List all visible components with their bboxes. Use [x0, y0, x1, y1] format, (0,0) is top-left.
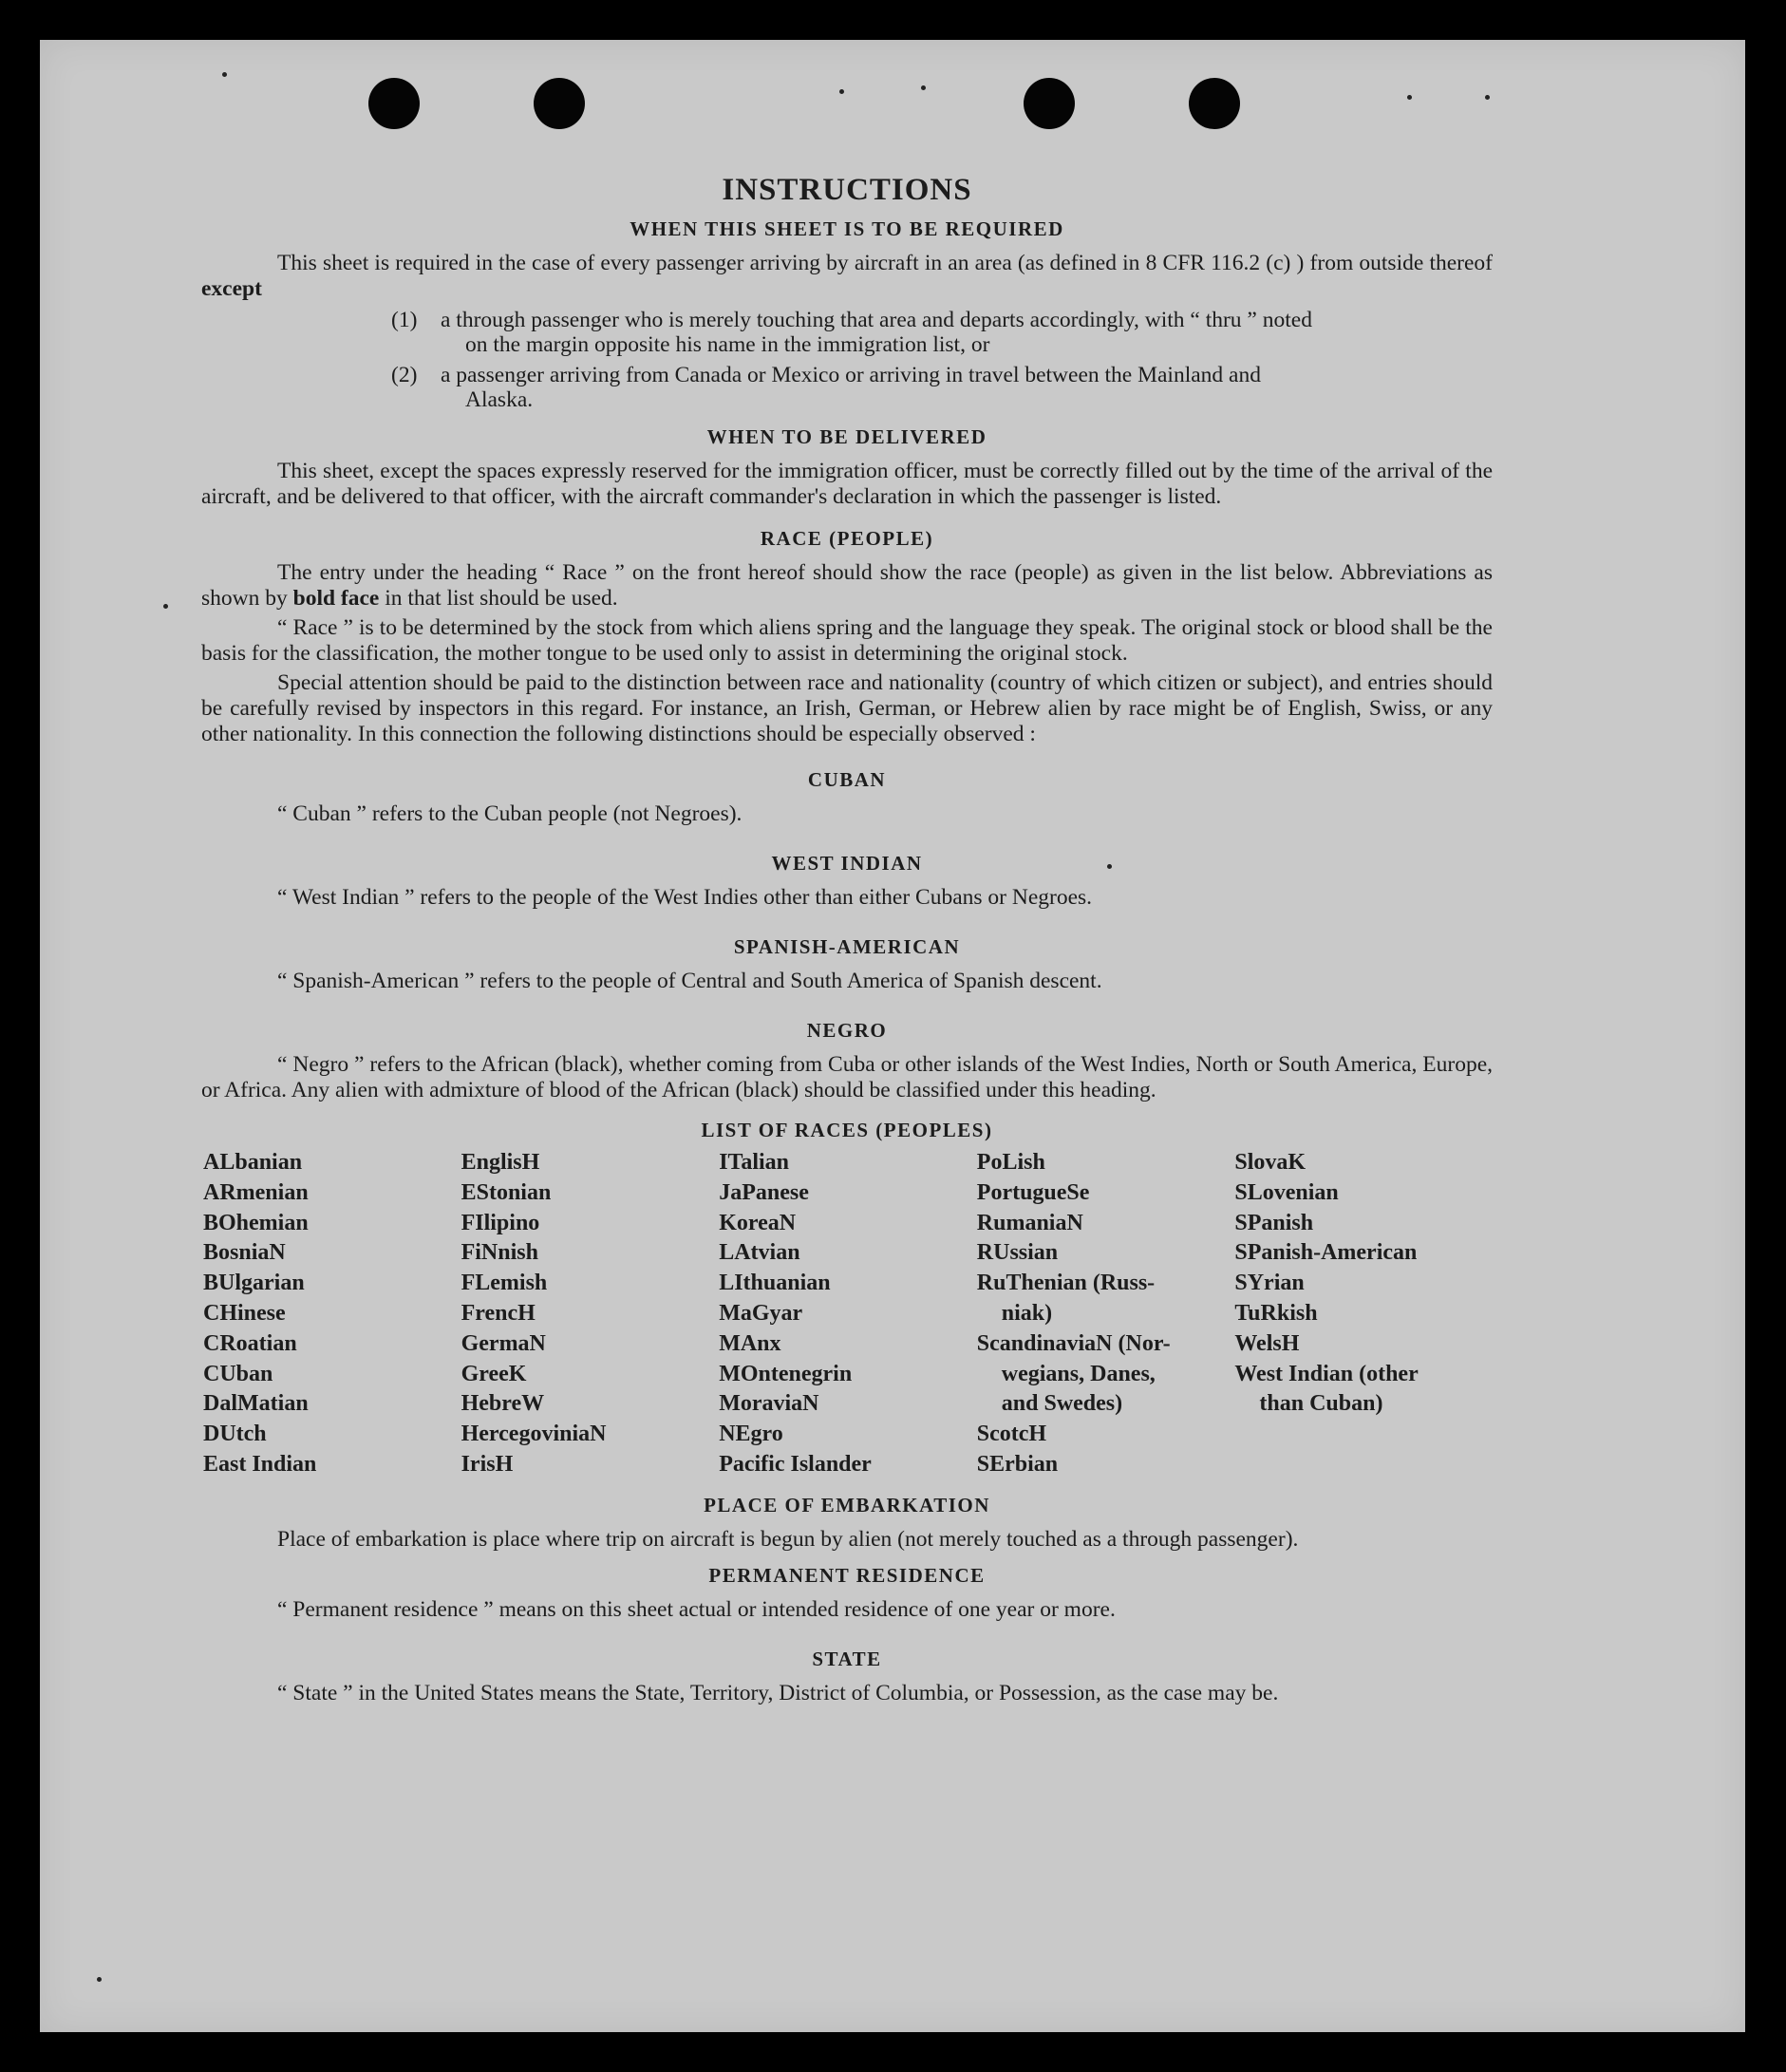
section-heading: SPANISH-AMERICAN: [733, 935, 961, 958]
race-item: SPanish: [1234, 1210, 1314, 1235]
race-column: [719, 1148, 977, 1480]
race-item: ITalian: [719, 1150, 790, 1175]
race-item: JaPanese: [719, 1179, 809, 1205]
race-item: SLovenian: [1234, 1179, 1339, 1205]
race-item: LAtvian: [719, 1240, 800, 1266]
race-list: [203, 1148, 1493, 1480]
race-item: ALbanian: [203, 1150, 303, 1175]
race-item: FIlipino: [461, 1210, 540, 1235]
race-item: DalMatian: [203, 1391, 309, 1417]
paragraph: “ West Indian ” refers to the people of the West Indies other than either Cubans or Negroes.: [277, 885, 1093, 910]
paragraph: “ Spanish-American ” refers to the people of Central and South America of Spanish descent.: [277, 969, 1102, 993]
paragraph: “ Race ” is to be determined by the stock from which aliens spring and the language they speak. The original stock or blood shall be the basis for the classification, the mother tongue to be used only to assist in determining the original stock.: [201, 615, 1493, 666]
race-item: BUlgarian: [203, 1271, 305, 1296]
race-column: [1234, 1148, 1493, 1480]
race-item: RUssian: [976, 1240, 1059, 1266]
race-item: IrisH: [461, 1451, 514, 1477]
race-item: BOhemian: [203, 1210, 309, 1235]
race-item: HebreW: [461, 1391, 545, 1417]
race-item: CHinese: [203, 1300, 286, 1326]
paragraph: The entry under the heading “ Race ” on the front hereof should show the race (people) as given in the list below. Abbreviations as shown by bold face in that list should be used.: [201, 560, 1493, 611]
race-item: SErbian: [976, 1451, 1059, 1477]
race-item: NEgro: [719, 1422, 783, 1447]
section-heading: STATE: [812, 1647, 882, 1670]
race-item: ARmenian: [203, 1179, 309, 1205]
race-item: SYrian: [1234, 1271, 1305, 1296]
race-item: DUtch: [203, 1422, 267, 1447]
race-item: BosniaN: [203, 1240, 286, 1266]
race-item: ScotcH: [976, 1422, 1047, 1447]
section-heading: WEST INDIAN: [771, 852, 923, 875]
race-item: SlovaK: [1234, 1150, 1307, 1175]
race-item: FrencH: [461, 1300, 536, 1326]
race-item: EStonian: [461, 1179, 552, 1205]
paragraph: “ Permanent residence ” means on this sheet actual or intended residence of one year or more.: [277, 1596, 1116, 1622]
punch-hole: [1189, 78, 1240, 129]
race-item: SPanish-American: [1234, 1240, 1418, 1266]
speck: [921, 85, 926, 90]
race-column: [977, 1148, 1235, 1480]
instructions-content: [201, 173, 1493, 1706]
paragraph: This sheet is required in the case of every passenger arriving by aircraft in an area (as defined in 8 CFR 116.2 (c) ) from outside thereof except: [201, 251, 1493, 301]
speck: [97, 1977, 102, 1982]
race-item: MaGyar: [719, 1300, 803, 1326]
race-item: LIthuanian: [719, 1271, 831, 1296]
race-item: niak): [1001, 1300, 1053, 1326]
race-item: KoreaN: [719, 1210, 797, 1235]
race-item: PoLish: [976, 1150, 1045, 1175]
speck: [1485, 95, 1490, 100]
speck: [839, 89, 844, 94]
race-item: MOntenegrin: [719, 1361, 853, 1386]
paragraph: “ Cuban ” refers to the Cuban people (not Negroes).: [277, 801, 743, 826]
race-item: MoraviaN: [719, 1391, 819, 1417]
list-item: (2) a passenger arriving from Canada or Mexico or arriving in travel between the Mainland and Alaska.: [391, 363, 1261, 412]
race-item: CUban: [203, 1361, 273, 1386]
paragraph: “ State ” in the United States means the State, Territory, District of Columbia, or Possession, as the case may be.: [277, 1680, 1279, 1705]
speck: [1407, 95, 1412, 100]
race-item: Pacific Islander: [719, 1451, 872, 1477]
race-item: and Swedes): [1001, 1391, 1123, 1417]
race-item: WelsH: [1234, 1330, 1300, 1356]
race-item: HercegoviniaN: [461, 1422, 607, 1447]
punch-hole: [368, 78, 420, 129]
section-heading: PERMANENT RESIDENCE: [708, 1563, 986, 1587]
race-item: GreeK: [461, 1361, 527, 1386]
race-item: wegians, Danes,: [1001, 1361, 1156, 1386]
race-item: GermaN: [461, 1330, 546, 1356]
race-item: RumaniaN: [976, 1210, 1083, 1235]
section-heading: WHEN THIS SHEET IS TO BE REQUIRED: [630, 217, 1064, 240]
race-item: PortugueSe: [976, 1179, 1090, 1205]
paragraph: “ Negro ” refers to the African (black), whether coming from Cuba or other islands of the West Indies, North or South America, Europe, or Africa. Any alien with admixture of blood of the African (black) should be classified under this heading.: [201, 1052, 1493, 1102]
punch-hole: [1024, 78, 1075, 129]
race-item: TuRkish: [1234, 1300, 1318, 1326]
section-heading: WHEN TO BE DELIVERED: [706, 425, 987, 448]
list-item: (1) a through passenger who is merely touching that area and departs accordingly, with “ thru ” noted on the margin opposite his name in the immigration list, or: [391, 308, 1312, 357]
race-item: ScandinaviaN (Nor-: [976, 1330, 1171, 1356]
page-title: INSTRUCTIONS: [722, 173, 972, 207]
document-page: [40, 40, 1745, 2032]
race-item: than Cuban): [1259, 1391, 1383, 1417]
race-item: East Indian: [203, 1451, 317, 1477]
punch-hole: [534, 78, 585, 129]
race-item: FiNnish: [461, 1240, 538, 1266]
race-item: FLemish: [461, 1271, 548, 1296]
race-item: RuThenian (Russ-: [976, 1271, 1156, 1296]
race-item: West Indian (other: [1234, 1361, 1419, 1386]
race-item: EnglisH: [461, 1150, 540, 1175]
section-heading: CUBAN: [807, 768, 887, 791]
race-column: [461, 1148, 720, 1480]
speck: [163, 604, 168, 609]
section-heading: RACE (PEOPLE): [760, 527, 934, 550]
paragraph: Place of embarkation is place where trip on aircraft is begun by alien (not merely touched as a through passenger).: [277, 1526, 1299, 1552]
race-column: [203, 1148, 461, 1480]
section-heading: NEGRO: [806, 1019, 888, 1042]
race-item: MAnx: [719, 1330, 781, 1356]
race-item: CRoatian: [203, 1330, 297, 1356]
paragraph: Special attention should be paid to the distinction between race and nationality (country of which citizen or subject), and entries should be carefully revised by inspectors in this regard. For instance, an Irish, German, or Hebrew alien by race might be of English, Swiss, or any other nationality. In this connection the following distinctions should be especially observed :: [201, 670, 1493, 746]
speck: [222, 72, 227, 77]
paragraph: This sheet, except the spaces expressly reserved for the immigration officer, must be correctly filled out by the time of the arrival of the aircraft, and be delivered to that officer, with the aircraft commander's declaration in which the passenger is listed.: [201, 459, 1493, 509]
section-heading: LIST OF RACES (PEOPLES): [701, 1119, 993, 1141]
section-heading: PLACE OF EMBARKATION: [704, 1493, 990, 1516]
